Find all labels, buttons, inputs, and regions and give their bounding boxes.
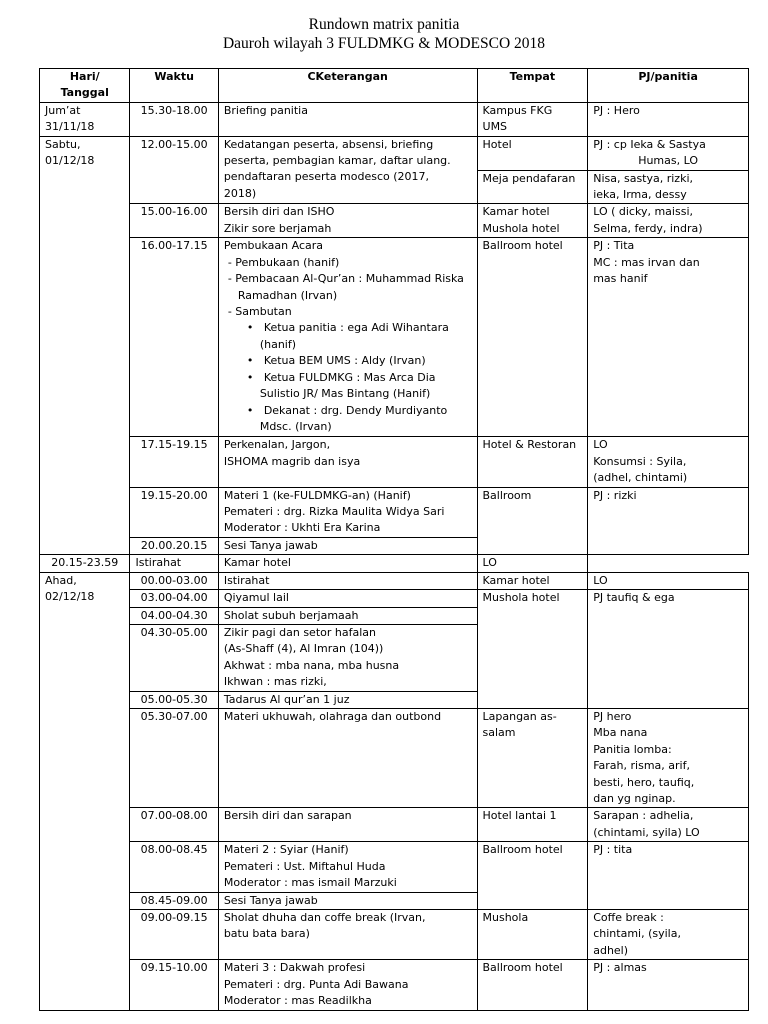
day-name: Ahad, [45,573,77,587]
time-cell: 16.00-17.15 [130,238,218,437]
time-cell: 09.00-09.15 [130,910,218,960]
pic-line: PJ : cp Ieka & Sastya [593,137,706,151]
place-line: Lapangan as- [482,709,557,723]
description-line: Qiyamul lail [223,591,289,605]
agenda-item: - Pembacaan Al-Qur’an : Muhammad Riska Ramadhan (Irvan) [227,272,464,302]
pic-line: LO ( dicky, maissi, [593,205,693,219]
place-line: Mushola hotel [482,221,560,235]
place-cell [477,238,588,437]
place-cell [477,960,588,1011]
day-cell [40,102,130,136]
description-cell [218,437,477,487]
pic-line: Selma, ferdy, indra) [593,221,703,235]
pic-line: ieka, Irma, dessy [593,188,687,202]
time-cell: 20.00.20.15 [130,537,218,554]
description-line: ISHOMA magrib dan isya [223,454,361,468]
description-cell [218,102,477,136]
time-cell: 00.00-03.00 [130,572,218,589]
bullet-icon: • [246,321,264,335]
pic-cell [588,808,749,842]
description-line: Bersih diri dan sarapan [223,809,352,823]
time-cell: 08.00-08.45 [130,842,218,892]
bullet-icon: • [246,354,264,368]
place-line: Kamar hotel [482,205,550,219]
pic-line: PJ : Hero [593,103,640,117]
description-line: Istirahat [223,573,270,587]
place-line: Hotel [482,137,512,151]
description-line: Akhwat : mba nana, mba husna [223,658,400,672]
description-cell [218,624,477,691]
description-line: Ikhwan : mas rizki, [223,675,327,689]
place-cell [477,572,588,589]
description-cell [218,136,477,204]
table-header-row [40,69,749,103]
pic-cell [588,572,749,589]
pic-cell [477,555,588,572]
time-cell: 08.45-09.00 [130,892,218,909]
description-cell [218,590,477,607]
place-line: Kamar hotel [482,573,550,587]
day-cell [40,136,130,555]
agenda-item: - Sambutan [227,305,292,319]
table-row [40,204,749,238]
pic-cell [588,204,749,238]
description-cell [218,572,477,589]
time-cell: 17.15-19.15 [130,437,218,487]
place-line: Ballroom hotel [482,961,563,975]
description-line: Tadarus Al qur’an 1 juz [223,692,350,706]
time-cell: 12.00-15.00 [130,136,218,204]
bullet-icon: • [246,370,264,384]
pic-line: LO [593,573,608,587]
description-line: Zikir sore berjamah [223,221,332,235]
description-line: Moderator : mas Readilkha [223,994,372,1008]
document-title: Rundown matrix panitia [308,16,460,33]
document-header [0,15,768,53]
bullet-item [224,403,472,436]
description-line: Moderator : mas ismail Marzuki [223,876,397,890]
description-line: peserta, pembagian kamar, daftar ulang. [223,154,451,168]
time-cell: 20.15-23.59 [40,555,130,572]
pic-cell [588,170,749,204]
column-header-pic: PJ/panitia [588,69,749,103]
description-line: Sholat dhuha dan coffe break (Irvan, [223,911,426,924]
pic-line: PJ : rizki [593,488,637,502]
pic-cell [588,842,749,910]
table-row [40,136,749,170]
pic-line: PJ taufiq & ega [593,591,675,605]
place-line: UMS [482,120,508,134]
table-row [40,555,749,572]
description-line: pendaftaran peserta modesco (2017, [223,170,430,184]
table-row [40,238,749,437]
place-cell [477,102,588,136]
description-line: Moderator : Ukhti Era Karina [223,521,381,535]
pic-line: besti, hero, taufiq, [593,775,695,789]
description-cell [218,808,477,842]
time-cell: 04.00-04.30 [130,607,218,624]
pic-line: Konsumsi : Syila, [593,454,687,468]
description-line: Sholat subuh berjamaah [223,608,359,622]
time-cell: 15.30-18.00 [130,102,218,136]
description-line: (As-Shaff (4), Al Imran (104)) [223,642,384,656]
description-line: batu bata bara) [223,927,310,941]
pic-cell [588,238,749,437]
pic-cell [588,102,749,136]
pic-line: PJ : Tita [593,239,635,253]
pic-cell [588,960,749,1011]
time-cell: 05.00-05.30 [130,691,218,708]
description-line: Pemateri : drg. Rizka Maulita Widya Sari [223,505,445,519]
pic-line: Mba nana [593,726,648,740]
pic-line: chintami, (syila, [593,927,681,941]
description-line: Materi ukhuwah, olahraga dan outbond [223,709,442,723]
place-line: Ballroom [482,488,532,502]
place-line: Mushola [482,911,529,924]
description-cell [218,910,477,960]
table-row [40,487,749,537]
place-line: Ballroom hotel [482,843,563,857]
place-line: Mushola hotel [482,591,560,605]
document-subtitle: Dauroh wilayah 3 FULDMKG & MODESCO 2018 [222,35,546,52]
day-cell [40,572,130,1011]
bullet-text: Ketua panitia : ega Adi Wihantara (hanif) [259,321,449,351]
pic-line: PJ hero [593,709,632,723]
pic-line: Panitia lomba: [593,742,672,756]
day-name: Sabtu, [45,137,81,151]
column-header-time: Waktu [130,69,218,103]
agenda-item: - Pembukaan (hanif) [227,255,340,269]
table-row [40,590,749,607]
description-cell [218,238,477,437]
place-line: Kamar hotel [223,556,291,570]
time-cell: 03.00-04.00 [130,590,218,607]
pic-cell [588,487,749,555]
description-line: Materi 3 : Dakwah profesi [223,961,366,975]
description-line: Istirahat [135,556,182,570]
description-line: Briefing panitia [223,103,308,117]
place-cell [477,708,588,807]
description-cell [218,487,477,537]
place-line: Kampus FKG [482,103,553,117]
place-line: salam [482,726,516,740]
description-cell [218,607,477,624]
description-line: Pembukaan Acara [223,239,324,253]
pic-line: Humas, LO [638,154,699,168]
pic-cell [588,437,749,487]
table-row [40,842,749,892]
table-row [40,572,749,589]
table-row [40,708,749,807]
place-cell [477,842,588,910]
time-cell: 07.00-08.00 [130,808,218,842]
table-row [40,437,749,487]
description-line: Materi 1 (ke-FULDMKG-an) (Hanif) [223,488,411,502]
place-cell [477,808,588,842]
place-cell [477,170,588,204]
day-date: 01/12/18 [45,154,95,168]
description-cell [218,537,477,554]
place-line: Ballroom hotel [482,239,563,253]
bullet-text: Ketua FULDMKG : Mas Arca Dia Sulistio JR/ Mas Bintang (Hanif) [259,370,436,401]
table-row [40,808,749,842]
pic-cell [588,590,749,709]
pic-line: MC : mas irvan dan [593,255,700,269]
time-cell: 15.00-16.00 [130,204,218,238]
description-line: Zikir pagi dan setor hafalan [223,625,376,639]
bullet-item [224,353,472,369]
table-row [40,960,749,1011]
pic-line: Sarapan : adhelia, [593,809,694,823]
pic-line: dan yg nginap. [593,791,676,805]
pic-cell [588,910,749,960]
pic-line: Farah, risma, arif, [593,759,690,773]
place-cell [477,487,588,555]
column-header-description: CKeterangan [218,69,477,103]
place-cell [477,437,588,487]
description-line: 2018) [223,186,257,200]
pic-line: Coffe break : [593,911,664,924]
time-cell: 05.30-07.00 [130,708,218,807]
place-cell [477,136,588,170]
pic-line: mas hanif [593,272,648,286]
table-row [40,102,749,136]
description-line: Pemateri : drg. Punta Adi Bawana [223,977,409,991]
bullet-icon: • [246,403,264,417]
description-cell [218,842,477,892]
description-cell [218,204,477,238]
pic-line: (chintami, syila) LO [593,825,700,839]
place-line: Hotel & Restoran [482,438,577,452]
description-cell [218,708,477,807]
day-name: Jum’at [45,103,81,117]
pic-line: LO [482,556,497,570]
pic-cell [588,708,749,807]
description-cell [218,960,477,1011]
pic-line: (adhel, chintami) [593,471,688,485]
place-cell [477,590,588,709]
pic-line: PJ : tita [593,843,633,857]
bullet-text: Dekanat : drg. Dendy Murdiyanto Mdsc. (Irvan) [259,403,448,433]
description-line: Pemateri : Ust. Miftahul Huda [223,859,386,873]
place-line: Meja pendafaran [482,171,576,185]
bullet-text: Ketua BEM UMS : Aldy (Irvan) [263,354,426,368]
day-date: 02/12/18 [45,590,95,604]
pic-line: PJ : almas [593,961,647,975]
description-line: Bersih diri dan ISHO [223,205,335,219]
description-line: Sesi Tanya jawab [223,893,318,907]
description-cell [218,691,477,708]
time-cell: 19.15-20.00 [130,487,218,537]
description-cell [218,892,477,909]
bullet-item [224,370,472,403]
pic-line: Nisa, sastya, rizki, [593,171,694,185]
place-line: Hotel lantai 1 [482,809,557,823]
description-line: Sesi Tanya jawab [223,538,318,552]
column-header-place: Tempat [477,69,588,103]
day-date: 31/11/18 [45,120,95,134]
bullet-item [224,320,472,353]
place-cell [477,204,588,238]
description-line: Kedatangan peserta, absensi, briefing [223,137,434,151]
description-line: Materi 2 : Syiar (Hanif) [223,843,349,857]
column-header-day: Hari/ Tanggal [40,69,130,103]
rundown-table [39,68,749,1011]
description-line: Perkenalan, Jargon, [223,438,331,452]
place-cell [477,910,588,960]
table-row [40,910,749,960]
time-cell: 04.30-05.00 [130,624,218,691]
description-cell [130,555,218,572]
place-cell [218,555,477,572]
pic-cell [588,136,749,170]
time-cell: 09.15-10.00 [130,960,218,1011]
pic-line: LO [593,438,608,452]
pic-line: adhel) [593,943,629,957]
